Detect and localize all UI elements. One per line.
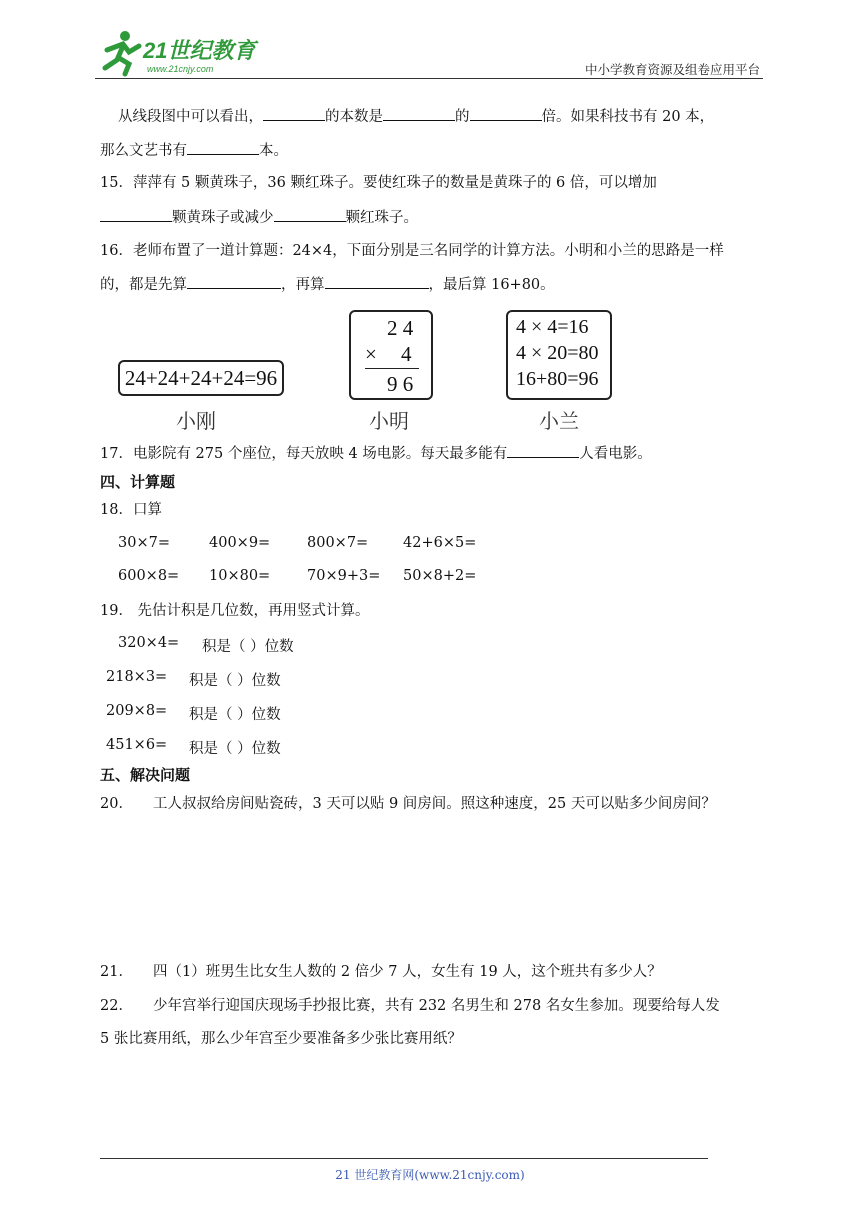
logo-text: 21世纪教育 (143, 38, 256, 63)
xiaoming-top: 2 4 (387, 316, 414, 340)
estimate-expr: 218×3= (106, 669, 168, 685)
q14-text-b: 的本数是 (325, 109, 383, 125)
oral-calc-item: 42+6×5= (403, 535, 477, 551)
xiaogang-label: 小刚 (176, 409, 216, 433)
answer-blank[interactable] (507, 443, 579, 458)
q14-text-d: 倍。如果科技书有 20 本， (541, 109, 715, 125)
answer-blank[interactable] (383, 106, 455, 121)
q17-text-b: 人看电影。 (579, 446, 652, 462)
xiaoming-label: 小明 (369, 409, 409, 433)
q14-text-a: 从线段图中可以看出， (118, 109, 263, 125)
answer-blank[interactable] (187, 274, 281, 289)
q14-text-c: 的 (455, 109, 470, 125)
estimate-expr: 451×6= (106, 737, 168, 753)
footer-source-link[interactable]: 21 世纪教育网(www.21cnjy.com) (335, 1168, 525, 1182)
q18-title: 18．口算 (100, 502, 162, 518)
q16-text-b: ，再算 (281, 277, 325, 293)
answer-blank[interactable] (274, 207, 346, 222)
q21-text: 四（1）班男生比女生人数的 2 倍少 7 人，女生有 19 人，这个班共有多少人？ (153, 964, 662, 980)
estimate-answer: 积是（ ）位数 (202, 639, 294, 655)
oral-calc-item: 70×9+3= (307, 568, 381, 584)
q22-text-line1: 少年宫举行迎国庆现场手抄报比赛，共有 232 名男生和 278 名女生参加。现要给每人发 (153, 998, 720, 1014)
oral-calc-item: 50×8+2= (403, 568, 477, 584)
footer-divider (100, 1158, 708, 1159)
q16-line2 (100, 274, 555, 295)
q14-line2 (100, 140, 288, 161)
q20-text: 工人叔叔给房间贴瓷砖，3 天可以贴 9 间房间。照这种速度，25 天可以贴多少间房间？ (153, 796, 716, 812)
xiaoming-method-box (349, 310, 433, 400)
answer-blank[interactable] (187, 140, 259, 155)
q15-text-b: 颗红珠子。 (345, 210, 418, 226)
xiaoming-multiplier: 4 (401, 342, 412, 366)
runner-logo-icon (95, 28, 265, 78)
xiaolan-step3: 16+80=96 (516, 368, 599, 390)
header-divider (95, 78, 763, 79)
estimate-expr: 209×8= (106, 703, 168, 719)
q15-text-a: 颗黄珠子或减少 (172, 210, 274, 226)
xiaolan-method-box (506, 310, 612, 400)
xiaolan-step1: 4 × 4=16 (516, 316, 589, 338)
xiaoming-rule (365, 368, 419, 369)
q16-text-a: 的，都是先算 (100, 277, 187, 293)
q14-line1 (118, 106, 714, 127)
oral-calc-item: 400×9= (209, 535, 271, 551)
q22-number: 22． (100, 998, 133, 1014)
q22-text-line2: 5 张比赛用纸，那么少年宫至少要准备多少张比赛用纸？ (100, 1031, 462, 1047)
answer-blank[interactable] (100, 207, 172, 222)
logo-url: www.21cnjy.com (147, 64, 214, 74)
estimate-answer: 积是（ ）位数 (189, 673, 281, 689)
q17-line (100, 443, 652, 464)
q16-line1: 16．老师布置了一道计算题：24×4，下面分别是三名同学的计算方法。小明和小兰的思路是一样 (100, 243, 724, 259)
q15-line1: 15．萍萍有 5 颗黄珠子，36 颗红珠子。要使红珠子的数量是黄珠子的 6 倍，可以增加 (100, 175, 657, 191)
xiaolan-label: 小兰 (539, 409, 579, 433)
q14-text-f: 本。 (259, 143, 288, 159)
q17-text-a: 17．电影院有 275 个座位，每天放映 4 场电影。每天最多能有 (100, 446, 508, 462)
oral-calc-item: 30×7= (118, 535, 170, 551)
section-5-heading: 五、解决问题 (100, 766, 191, 784)
estimate-answer: 积是（ ）位数 (189, 741, 281, 757)
xiaogang-method-box (118, 360, 284, 396)
q20-number: 20． (100, 796, 133, 812)
oral-calc-item: 800×7= (307, 535, 369, 551)
q21-number: 21． (100, 964, 133, 980)
oral-calc-item: 10×80= (209, 568, 271, 584)
q15-line2 (100, 207, 418, 228)
q19-title: 19． 先估计积是几位数，再用竖式计算。 (100, 603, 370, 619)
answer-blank[interactable] (263, 106, 325, 121)
estimate-answer: 积是（ ）位数 (189, 707, 281, 723)
section-4-heading: 四、计算题 (100, 473, 176, 491)
header-platform-text: 中小学教育资源及组卷应用平台 (584, 62, 760, 77)
xiaoming-multiply-sign: × (365, 342, 377, 366)
estimate-expr: 320×4= (118, 635, 180, 651)
answer-blank[interactable] (325, 274, 429, 289)
xiaogang-expression: 24+24+24+24=96 (124, 366, 278, 390)
site-logo (95, 28, 265, 78)
answer-blank[interactable] (470, 106, 542, 121)
xiaolan-step2: 4 × 20=80 (516, 342, 599, 364)
xiaoming-result: 9 6 (387, 372, 414, 396)
q16-text-c: ，最后算 16+80。 (428, 277, 555, 293)
q14-text-e: 那么文艺书有 (100, 143, 187, 159)
oral-calc-item: 600×8= (118, 568, 180, 584)
